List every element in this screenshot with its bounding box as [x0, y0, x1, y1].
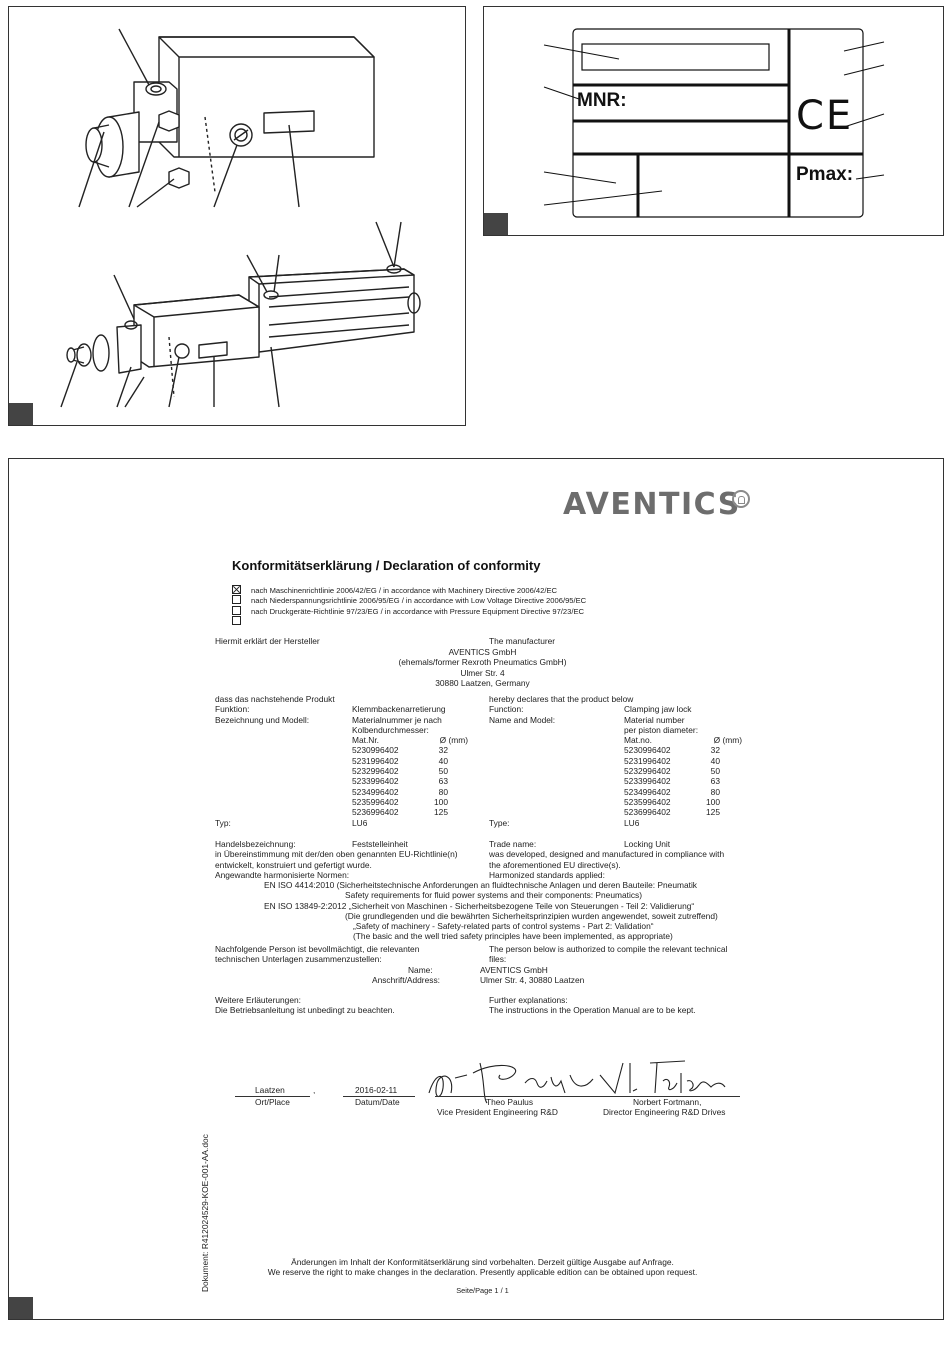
material-row [489, 787, 769, 797]
material-number: 5233996402 [352, 776, 399, 787]
authorized-name-label: Name: [408, 965, 433, 975]
label-mnr: MNR: [577, 90, 627, 111]
material-row [215, 756, 485, 766]
material-row [489, 776, 769, 786]
date: 2016-02-11 [355, 1085, 398, 1095]
document-id: Dokument: R412024529-KOE-001-AA.doc [200, 1134, 210, 1292]
piston-diameter: 80 [438, 786, 448, 797]
piston-diameter: 100 [706, 796, 720, 807]
material-number: 5233996402 [624, 776, 671, 787]
material-number: 5231996402 [352, 755, 399, 766]
declaration-title: Konformitätserklärung / Declaration of conformity [232, 558, 541, 573]
material-number: 5230996402 [624, 745, 671, 756]
page-number: Seite/Page 1 / 1 [456, 1286, 509, 1295]
declaration-document: AVENTICS Konformitätserklärung / Declaration of conformity nach Maschinenrichtlinie 2006/42/EG / in accordance with Machinery Directive 2006/42/EC nach Niederspannungsrichtlinie 2006/95/EG / in accordance with Low Voltage Directive 2006/95/EC nach Druckgeräte-Richtlinie 97/23/EG / in accordance with Pressure Equipment Directive 97/23/EC Hiermit erklärt der Hersteller The manufacturer AVENTICS GmbH (ehemals/former Rexroth Pneumatics GmbH) Ulmer Str. 4 30880 Laatzen, Germany dass das nachstehende Produkt Funktion: Klemmbackenarretierung Bezeichnung und Modell: Materialnummer je nach Kolbendurchmesser: Mat.Nr. Ø (mm) 5230996402 32 5231996402 40 5232996402 50 5233996402 63 5234996402 80 5235996402 100 5236996402 125 Typ: LU6 hereby declares that the product below Function: Clamping jaw lock Name and Model: Material number per piston diameter: Mat.no. Ø (mm) 5230996402 32 5231996402 40 5232996402 50 5233996402 63 5234996402 80 5235996402 100 5236996402 125 Type: LU6 Handelsbezeichnung: Feststelleinheit in Übereinstimmung mit der/den oben genannten EU-Richtlinie(n) entwickelt, konstruiert und gefertigt wurde. Angewandte harmonisierte Normen: Trade name: Locking Unit was developed, designed and manufactured in compliance with the aforementioned EU directive(s). Harmonized standards applied: EN ISO 4414:2010 (Sicherheitstechnische Anforderungen an fluidtechnische Anlagen und deren Bauteile: Pneumatik Safety requirements for fluid power systems and their components: Pneumatics) EN ISO 13849-2:2012 „Sicherheit von Maschinen - Sicherheitsbezogene Teile von Steuerungen - Teil 2: Validierung“ (Die grundlegenden und die bewährten Sicherheitsprinzipien wurden angewendet, soweit zutreffend) „Safety of machinery - Safety-related parts of control systems - Part 2: Validation“ (The basic and the well tried safety principles have been implemented, as appropriate) Nachfolgende Person ist bevollmächtigt, die relevanten technischen Unterlagen zusammenzustellen: The person below is authorized to compile the relevant technical files: Name: AVENTICS GmbH Anschrift/Address: Ulmer Str. 4, 30880 Laatzen Weitere Erläuterungen: Die Betriebsanleitung ist unbedingt zu beachten. Further explanations: The instructions in the Operation Manual are to be kept. Laatzen , 2016-02-11 Ort/Place Datum/Date Theo Paulus Vice President Engineering R&D Norbert Fortmann, Director Engineering R&D Drives Dokument: R412024529-KOE-001-AA.doc Änderungen im Inhalt der Konformitätserklärung sind vorbehalten. Derzeit gültige Ausgabe auf Anfrage. We reserve the right to make changes in the declaration. Presently applicable edition can be obtained upon request. Seite/Page 1 / 1 [195, 470, 770, 1310]
ce-mark: CE [796, 93, 854, 139]
authorized-name: AVENTICS GmbH [480, 965, 548, 975]
piston-diameter: 125 [706, 807, 720, 818]
signer2-title: Director Engineering R&D Drives [603, 1107, 726, 1117]
piston-diameter: 100 [434, 796, 448, 807]
figure-marker-corner [484, 213, 508, 235]
material-row [489, 756, 769, 766]
piston-diameter: 50 [710, 766, 720, 777]
signer1-name: Theo Paulus [486, 1097, 534, 1107]
figure-label-plate-panel [483, 6, 944, 236]
material-table [489, 745, 769, 817]
hiermit-text: Hiermit erklärt der Hersteller [215, 636, 320, 646]
authorized-address-label: Anschrift/Address: [372, 975, 440, 985]
english-compliance: Trade name: Locking Unit was developed, designed and manufactured in compliance with the aforementioned EU directive(s). Harmonized standards applied: [489, 839, 725, 880]
figure-cylinder-panel [8, 6, 466, 426]
material-number: 5236996402 [352, 807, 399, 818]
piston-diameter: 40 [438, 755, 448, 766]
material-row [489, 807, 769, 817]
piston-diameter: 80 [710, 786, 720, 797]
material-number: 5236996402 [624, 807, 671, 818]
material-number: 5232996402 [352, 766, 399, 777]
material-number: 5231996402 [624, 755, 671, 766]
label-pmax: Pmax: [796, 164, 854, 185]
date-label: Datum/Date [355, 1097, 400, 1107]
figure-marker-corner [9, 403, 33, 425]
piston-diameter: 32 [438, 745, 448, 756]
signer2-name: Norbert Fortmann, [633, 1097, 702, 1107]
piston-diameter: 63 [710, 776, 720, 787]
piston-diameter: 32 [710, 745, 720, 756]
place: Laatzen [255, 1085, 285, 1095]
manufacturer-label: The manufacturer [489, 636, 556, 646]
material-row [215, 776, 485, 786]
material-row [489, 766, 769, 776]
checkbox-icon [232, 606, 241, 615]
aventics-logo-icon [732, 490, 750, 508]
standards-list: EN ISO 4414:2010 (Sicherheitstechnische Anforderungen an fluidtechnische Anlagen und deren Bauteile: Pneumatik Safety requirements for fluid power systems and their components: Pneumatics) EN ISO 13849-2:2012 „Sicherheit von Maschinen - Sicherheitsbezogene Teile von Steuerungen - Teil 2: Validierung“ (Die grundlegenden und die bewährten Sicherheitsprinzipien wurden angewendet, soweit zutreffend) „Safety of machinery - Safety-related parts of control systems - Part 2: Validation“ (The basic and the well tried safety principles have been implemented, as appropriate) [264, 880, 718, 942]
german-compliance: Handelsbezeichnung: Feststelleinheit in Übereinstimmung mit der/den oben genannten EU-Richtlinie(n) entwickelt, konstruiert und gefertigt wurde. Angewandte harmonisierte Normen: [215, 839, 458, 880]
material-table-header: Mat.no. Ø (mm) [624, 735, 742, 746]
directive-item [232, 616, 586, 626]
english-column: hereby declares that the product below Function: Clamping jaw lock Name and Model: Material number per piston diameter: Mat.no. Ø (mm) 5230996402 32 5231996402 40 5232996402 50 5233996402 63 5234996402 80 5235996402 100 5236996402 125 Type: LU6 [489, 694, 769, 828]
manufacturer-address: AVENTICS GmbH (ehemals/former Rexroth Pneumatics GmbH) Ulmer Str. 4 30880 Laatzen, Germany [398, 647, 567, 688]
material-row [215, 745, 485, 755]
footer-german: Änderungen im Inhalt der Konformitätserklärung sind vorbehalten. Derzeit gültige Ausgabe auf Anfrage. [291, 1257, 674, 1267]
cylinder-drawing [9, 7, 465, 425]
signer1-title: Vice President Engineering R&D [437, 1107, 558, 1117]
material-number: 5235996402 [352, 796, 399, 807]
material-row [215, 807, 485, 817]
figure-marker-corner [9, 1297, 33, 1319]
material-table-header: Mat.Nr. Ø (mm) [352, 735, 468, 746]
checkbox-icon [232, 616, 241, 625]
directive-item: nach Druckgeräte-Richtlinie 97/23/EG / in accordance with Pressure Equipment Directive 97/23/EC [232, 606, 586, 616]
material-row [489, 745, 769, 755]
material-row [215, 766, 485, 776]
material-number: 5234996402 [624, 786, 671, 797]
checkbox-checked-icon [232, 585, 241, 594]
directive-list [232, 585, 586, 626]
material-row [489, 797, 769, 807]
aventics-logo: AVENTICS [563, 487, 741, 522]
material-number: 5232996402 [624, 766, 671, 777]
material-number: 5230996402 [352, 745, 399, 756]
material-number: 5234996402 [352, 786, 399, 797]
material-number: 5235996402 [624, 796, 671, 807]
place-label: Ort/Place [255, 1097, 290, 1107]
piston-diameter: 63 [438, 776, 448, 787]
label-plate-drawing [484, 7, 943, 235]
piston-diameter: 40 [710, 755, 720, 766]
german-column: dass das nachstehende Produkt Funktion: Klemmbackenarretierung Bezeichnung und Modell: Materialnummer je nach Kolbendurchmesser: Mat.Nr. Ø (mm) 5230996402 32 5231996402 40 5232996402 50 5233996402 63 5234996402 80 5235996402 100 5236996402 125 Typ: LU6 [215, 694, 485, 828]
checkbox-icon [232, 595, 241, 604]
material-table [215, 745, 485, 817]
directive-item: nach Niederspannungsrichtlinie 2006/95/EG / in accordance with Low Voltage Directive 2006/95/EC [232, 595, 586, 605]
piston-diameter: 50 [438, 766, 448, 777]
directive-item: nach Maschinenrichtlinie 2006/42/EG / in accordance with Machinery Directive 2006/42/EC [232, 585, 586, 595]
piston-diameter: 125 [434, 807, 448, 818]
footer-english: We reserve the right to make changes in the declaration. Presently applicable edition can be obtained upon request. [267, 1267, 698, 1277]
material-row [215, 787, 485, 797]
material-row [215, 797, 485, 807]
authorized-address: Ulmer Str. 4, 30880 Laatzen [480, 975, 585, 985]
